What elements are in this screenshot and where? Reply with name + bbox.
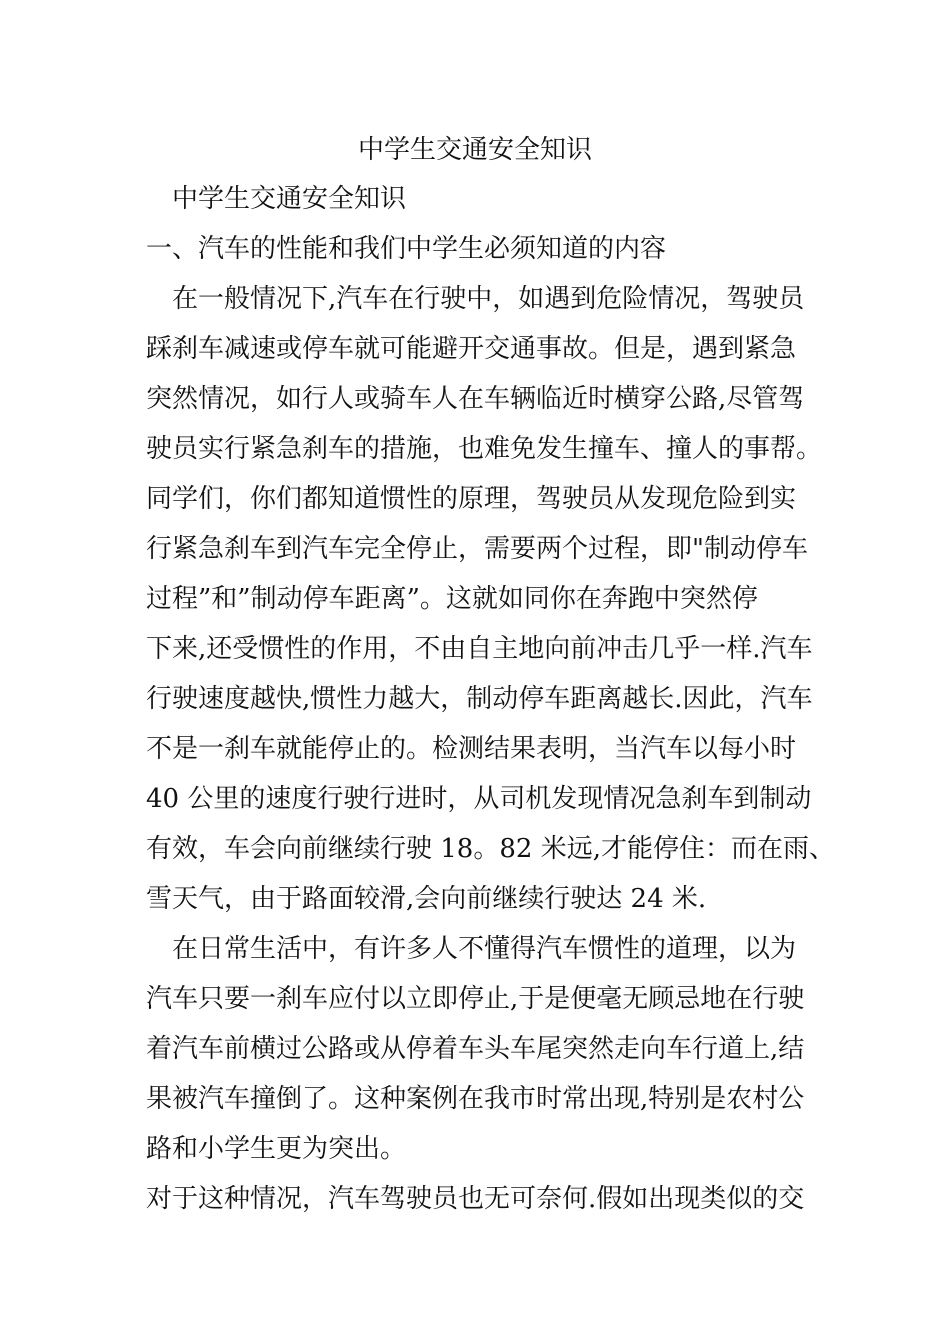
paragraph-line: 有效，车会向前继续行驶 18。82 米远,才能停住：而在雨、 bbox=[146, 834, 835, 864]
paragraph-line: 踩刹车减速或停车就可能避开交通事故。但是，遇到紧急 bbox=[146, 334, 797, 364]
paragraph-line: 雪天气，由于路面较滑,会向前继续行驶达 24 米. bbox=[146, 884, 707, 914]
paragraph-line: 着汽车前横过公路或从停着车头车尾突然走向车行道上,结 bbox=[146, 1034, 805, 1064]
paragraph-line: 驶员实行紧急刹车的措施，也难免发生撞车、撞人的事帮。 bbox=[146, 434, 823, 464]
paragraph-line: 路和小学生更为突出。 bbox=[146, 1134, 407, 1164]
paragraph-line: 突然情况，如行人或骑车人在车辆临近时横穿公路,尽管驾 bbox=[146, 384, 805, 414]
document-subtitle: 中学生交通安全知识 bbox=[172, 184, 407, 214]
document-title: 中学生交通安全知识 bbox=[357, 135, 592, 165]
paragraph-line: 过程”和”制动停车距离”。这就如同你在奔跑中突然停 bbox=[146, 584, 758, 614]
paragraph-line: 不是一刹车就能停止的。检测结果表明，当汽车以每小时 bbox=[146, 734, 797, 764]
paragraph-line: 40 公里的速度行驶行进时，从司机发现情况急刹车到制动 bbox=[146, 784, 812, 814]
paragraph-line: 对于这种情况，汽车驾驶员也无可奈何.假如出现类似的交 bbox=[146, 1184, 805, 1214]
paragraph-line: 行紧急刹车到汽车完全停止，需要两个过程，即"制动停车 bbox=[146, 534, 808, 564]
paragraph-line: 在日常生活中，有许多人不懂得汽车惯性的道理，以为 bbox=[172, 934, 797, 964]
paragraph-line: 果被汽车撞倒了。这种案例在我市时常出现,特别是农村公 bbox=[146, 1084, 805, 1114]
paragraph-line: 下来,还受惯性的作用，不由自主地向前冲击几乎一样.汽车 bbox=[146, 634, 813, 664]
paragraph-line: 行驶速度越快,惯性力越大，制动停车距离越长.因此，汽车 bbox=[146, 684, 813, 714]
section-heading: 一、汽车的性能和我们中学生必须知道的内容 bbox=[146, 234, 667, 264]
paragraph-line: 汽车只要一刹车应付以立即停止,于是便毫无顾忌地在行驶 bbox=[146, 984, 805, 1014]
paragraph-line: 在一般情况下,汽车在行驶中，如遇到危险情况，驾驶员 bbox=[172, 284, 805, 314]
paragraph-line: 同学们，你们都知道惯性的原理，驾驶员从发现危险到实 bbox=[146, 484, 797, 514]
